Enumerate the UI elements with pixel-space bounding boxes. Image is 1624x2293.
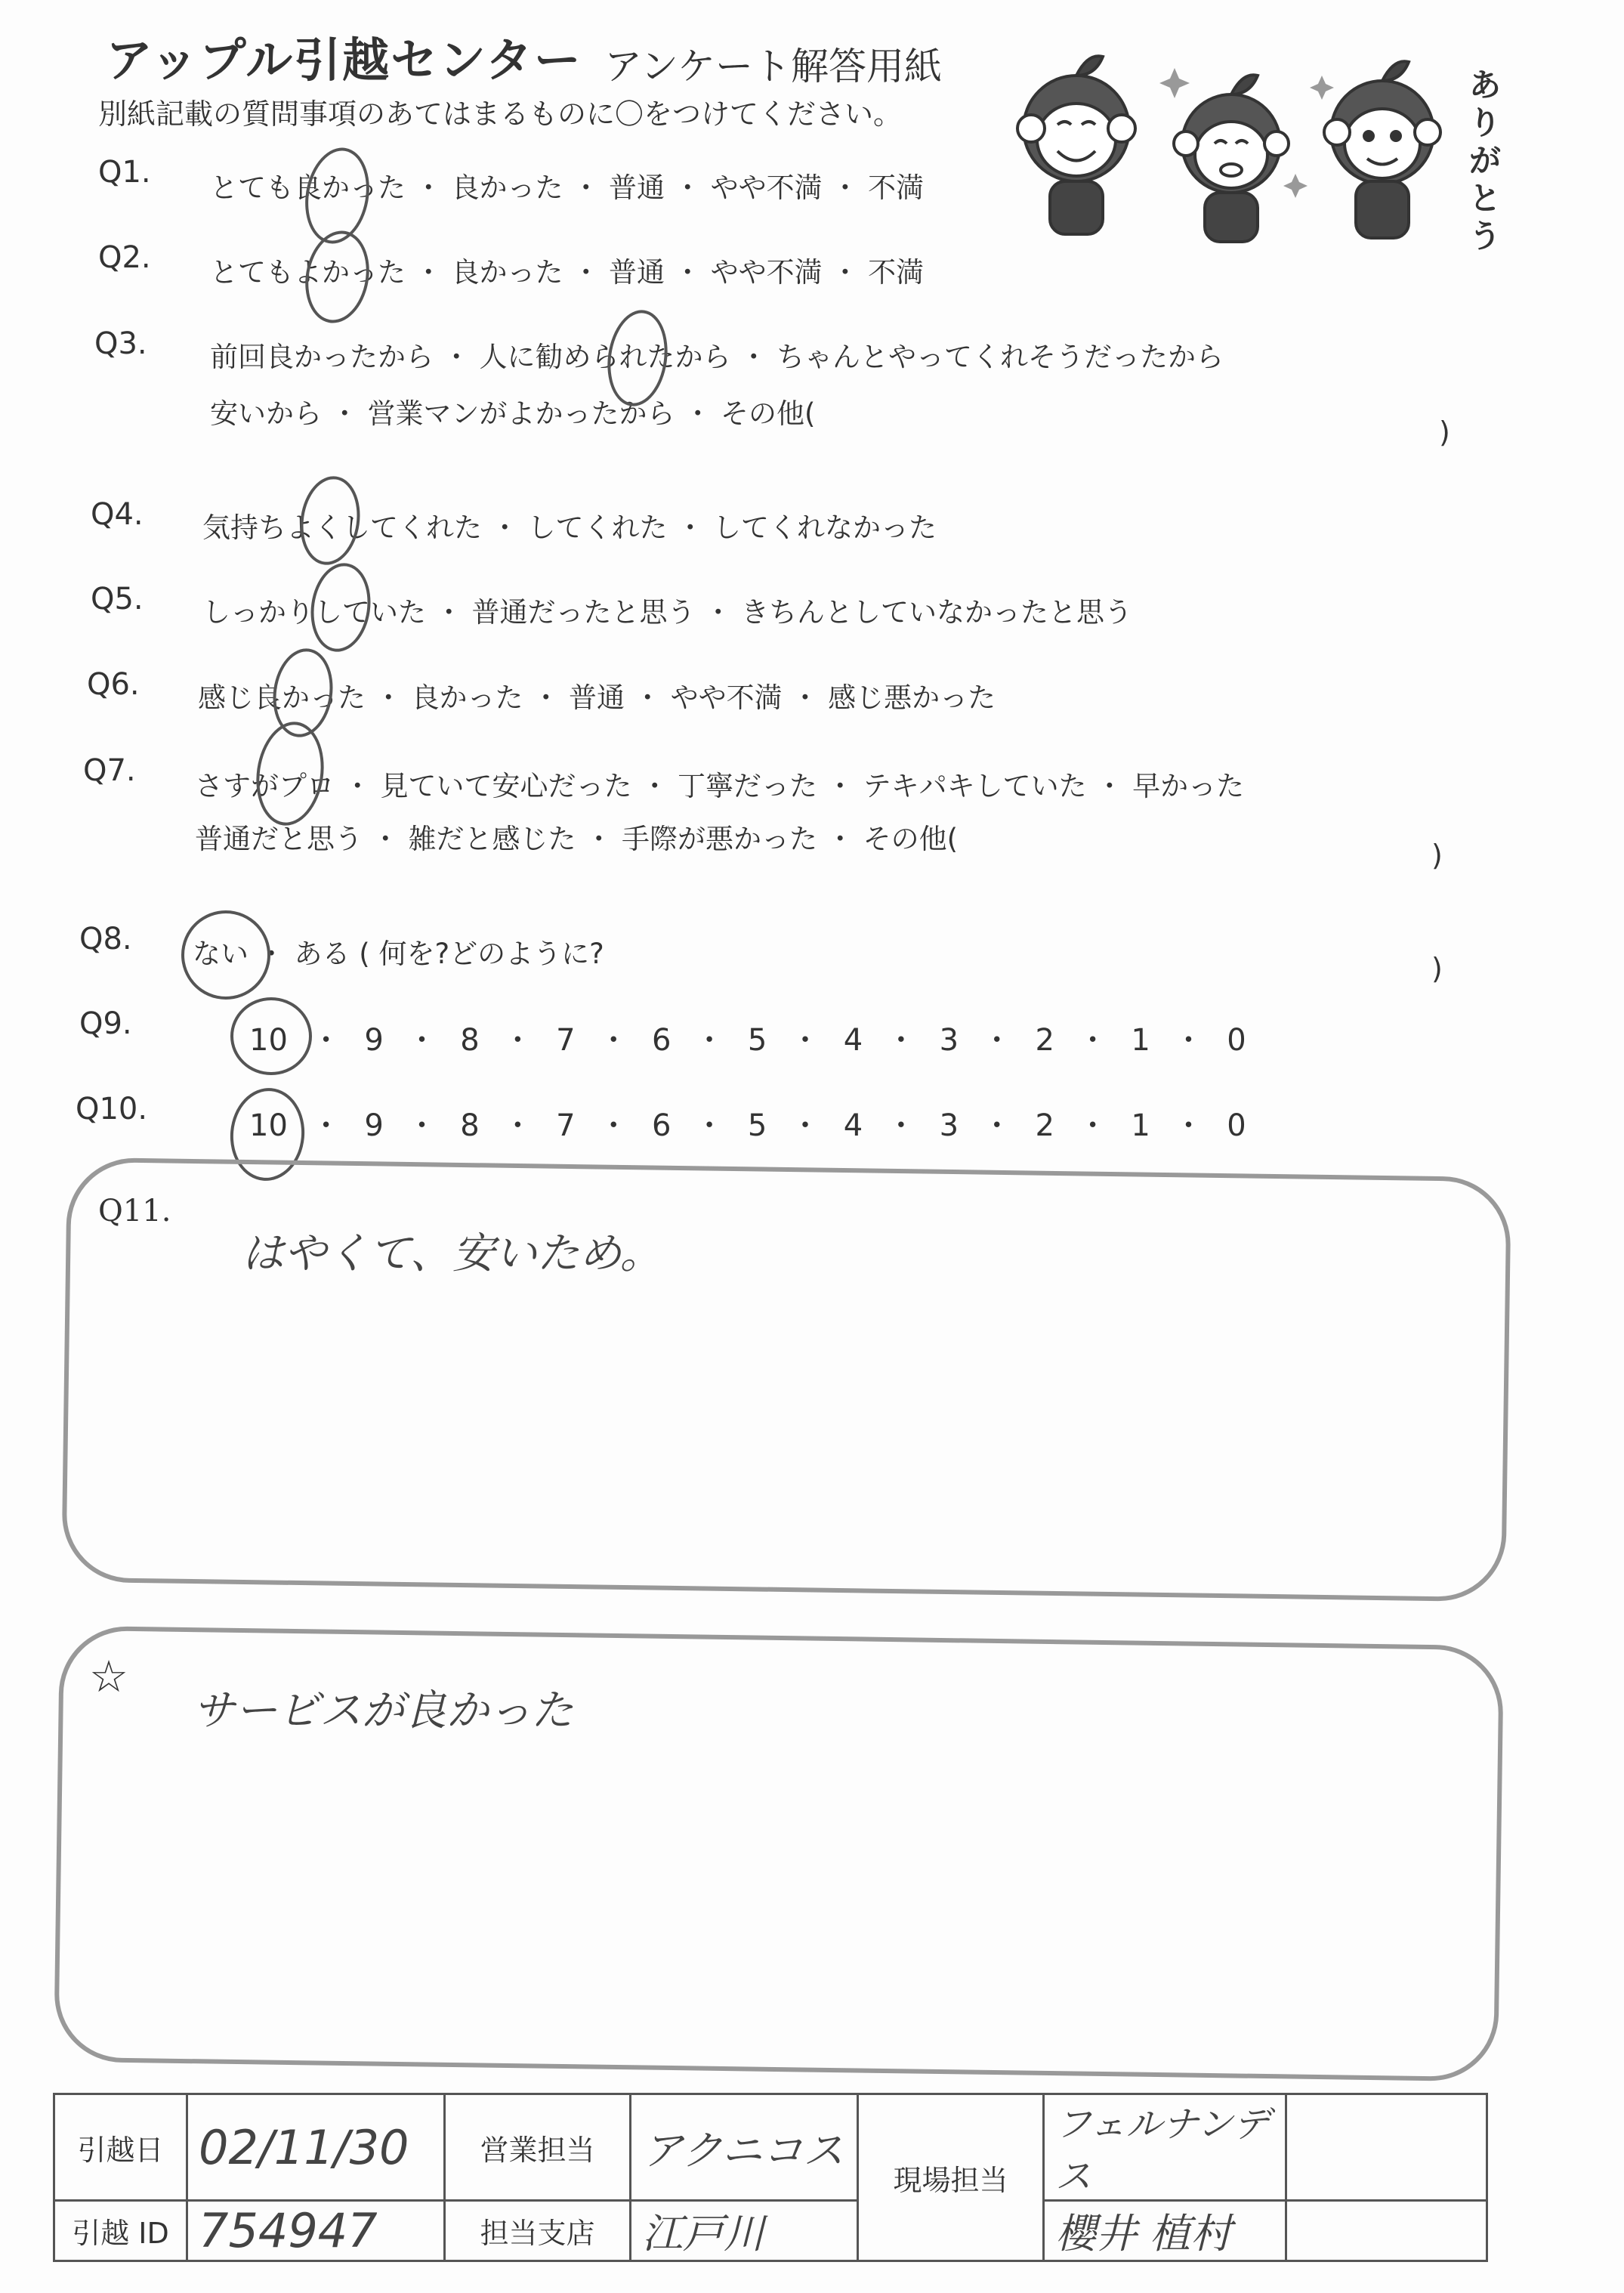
- site-staff-value-2: 櫻井 植村: [1044, 2201, 1286, 2261]
- q7-options-line1[interactable]: さすがプロ ・ 見ていて安心だった ・ 丁寧だった ・ テキパキしていた ・ 早かった: [195, 770, 1245, 802]
- q7-answer-circle: [250, 718, 330, 830]
- q2-options[interactable]: とてもよかった ・ 良かった ・ 普通 ・ やや不満 ・ 不満: [210, 256, 925, 289]
- q2-answer-circle: [298, 226, 376, 329]
- q6-options[interactable]: 感じ良かった ・ 良かった ・ 普通 ・ やや不満 ・ 感じ悪かった: [198, 681, 996, 714]
- q7-close-paren: ): [1431, 839, 1443, 872]
- monkey-mascots-illustration: [1005, 45, 1518, 249]
- q5-options[interactable]: しっかりしていた ・ 普通だったと思う ・ きちんとしていなかったと思う: [202, 596, 1133, 629]
- q4-options[interactable]: 気持ちよくしてくれた ・ してくれた ・ してくれなかった: [202, 511, 937, 544]
- q11-label: Q11.: [98, 1194, 171, 1228]
- q8-close-paren: ): [1431, 952, 1443, 985]
- q7-options-line2[interactable]: 普通だと思う ・ 雑だと感じた ・ 手際が悪かった ・ その他(: [195, 823, 959, 855]
- move-id-value: 754947: [187, 2201, 445, 2261]
- q3-options-line1[interactable]: 前回良かったから ・ 人に勧められたから ・ ちゃんとやってくれそうだったから: [210, 341, 1224, 373]
- q3-label: Q3.: [94, 326, 147, 361]
- form-subtitle: アンケート解答用紙: [604, 45, 942, 88]
- comment-handwritten-answer: サービスが良かった: [193, 1686, 573, 1735]
- branch-value: 江戸川: [631, 2201, 858, 2261]
- footer-empty-cell-1: [1286, 2094, 1487, 2201]
- q4-answer-circle: [295, 472, 366, 569]
- q8-label: Q8.: [79, 922, 132, 956]
- site-staff-value-1: フェルナンデス: [1044, 2094, 1286, 2201]
- move-id-label: 引越 ID: [54, 2201, 187, 2261]
- q5-answer-circle: [305, 559, 376, 656]
- q11-handwritten-answer: はやくて、安いため。: [242, 1229, 662, 1278]
- q7-label: Q7.: [83, 753, 136, 788]
- q9-answer-circle: [230, 997, 312, 1075]
- q1-label: Q1.: [98, 155, 151, 190]
- sales-rep-value: アクニコス: [631, 2094, 858, 2201]
- branch-label: 担当支店: [445, 2201, 631, 2261]
- brand-title: アップル引越センター: [106, 32, 582, 88]
- q10-label: Q10.: [76, 1092, 148, 1126]
- thanks-text: ありがとう: [1469, 66, 1502, 255]
- q8-answer-circle: [174, 904, 278, 1007]
- q2-label: Q2.: [98, 240, 151, 275]
- footer-empty-cell-2: [1286, 2201, 1487, 2261]
- q3-close-paren: ): [1439, 416, 1450, 449]
- move-date-value: 02/11/30: [187, 2094, 445, 2201]
- q4-label: Q4.: [91, 497, 144, 532]
- q3-options-line2[interactable]: 安いから ・ 営業マンがよかったから ・ その他(: [210, 397, 816, 430]
- footer-info-table: [53, 2093, 1488, 2262]
- q9-scale[interactable]: 10 ・ 9 ・ 8 ・ 7 ・ 6 ・ 5 ・ 4 ・ 3 ・ 2 ・ 1 ・ 0: [249, 1023, 1246, 1058]
- instruction-text: 別紙記載の質問事項のあてはまるものに〇をつけてください。: [98, 97, 903, 131]
- q6-label: Q6.: [87, 667, 140, 702]
- q10-scale[interactable]: 10 ・ 9 ・ 8 ・ 7 ・ 6 ・ 5 ・ 4 ・ 3 ・ 2 ・ 1 ・ 0: [249, 1108, 1246, 1143]
- q9-label: Q9.: [79, 1006, 132, 1041]
- sales-rep-label: 営業担当: [445, 2094, 631, 2201]
- q5-label: Q5.: [91, 582, 144, 617]
- q1-options[interactable]: とても良かった ・ 良かった ・ 普通 ・ やや不満 ・ 不満: [210, 172, 925, 204]
- site-staff-label: 現場担当: [858, 2094, 1044, 2261]
- q8-options[interactable]: ない ・ ある ( 何を?どのように?: [193, 938, 604, 970]
- star-icon: ☆: [89, 1651, 128, 1702]
- move-date-label: 引越日: [54, 2094, 187, 2201]
